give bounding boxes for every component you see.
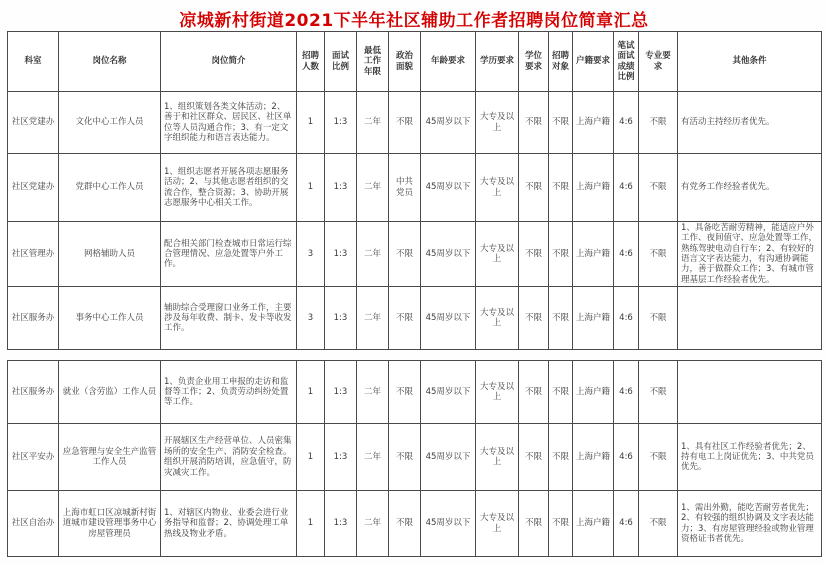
- table-cell: 1、组织志愿者开展各项志愿服务活动；2、与其他志愿者组织的交流合作，整合资源；3、协助开展志愿服务中心相关工作。: [161, 154, 297, 222]
- table-cell: 1、具有社区工作经验者优先；2、持有电工上岗证优先；3、中共党员优先。: [678, 424, 822, 491]
- table-cell: 二年: [357, 154, 389, 222]
- table-cell: 不限: [639, 222, 678, 287]
- col-header-position-name: 岗位名称: [59, 32, 161, 92]
- table-cell: 不限: [549, 154, 573, 222]
- table-cell: 中共党员: [389, 154, 421, 222]
- table-cell: 二年: [357, 361, 389, 424]
- table-cell: [678, 361, 822, 424]
- table-cell: 上海户籍: [573, 92, 614, 154]
- col-header-min-work-years: 最低工作年限: [357, 32, 389, 92]
- col-header-score-ratio: 笔试面试成绩比例: [614, 32, 639, 92]
- table-cell: 1:3: [325, 222, 357, 287]
- table-cell: 4:6: [614, 491, 639, 557]
- table-cell: 大专及以上: [476, 222, 519, 287]
- table-cell: 党群中心工作人员: [59, 154, 161, 222]
- table-cell: 大专及以上: [476, 424, 519, 491]
- table-header-row: [8, 32, 822, 92]
- table-cell: 不限: [549, 92, 573, 154]
- table-cell: 不限: [389, 491, 421, 557]
- table-cell: 上海户籍: [573, 361, 614, 424]
- table-cell: 有活动主持经历者优先。: [678, 92, 822, 154]
- table-cell: 4:6: [614, 287, 639, 350]
- table-cell: 不限: [549, 491, 573, 557]
- table-cell: 不限: [389, 287, 421, 350]
- table-cell: 社区自治办: [8, 491, 59, 557]
- table-cell: 二年: [357, 287, 389, 350]
- page-title: 凉城新村街道2021下半年社区辅助工作者招聘岗位简章汇总: [179, 11, 649, 31]
- table-cell: 4:6: [614, 92, 639, 154]
- table-cell: 有党务工作经验者优先。: [678, 154, 822, 222]
- table-cell: 二年: [357, 92, 389, 154]
- col-header-department: 科室: [8, 32, 59, 92]
- table-cell: 不限: [549, 222, 573, 287]
- col-header-recruit-target: 招聘对象: [549, 32, 573, 92]
- table-cell: 不限: [549, 361, 573, 424]
- table-cell: 1: [297, 424, 325, 491]
- table-cell: 不限: [519, 424, 549, 491]
- table-cell: 3: [297, 222, 325, 287]
- table-cell: 1: [297, 361, 325, 424]
- table-cell: 3: [297, 287, 325, 350]
- col-header-political-status: 政治面貌: [389, 32, 421, 92]
- table-cell: 大专及以上: [476, 361, 519, 424]
- table-cell: 不限: [519, 222, 549, 287]
- table-cell: 不限: [519, 287, 549, 350]
- col-header-job-description: 岗位简介: [161, 32, 297, 92]
- table-row: [8, 222, 822, 287]
- table-cell: 配合相关部门检查城市日常运行综合管理情况、应急处置等户外工作。: [161, 222, 297, 287]
- table-cell: 社区管理办: [8, 222, 59, 287]
- table-cell: 1、对辖区内物业、业委会进行业务指导和监督；2、协调处理工单热线及物业矛盾。: [161, 491, 297, 557]
- table-cell: 45周岁以下: [421, 361, 476, 424]
- col-header-age-requirement: 年龄要求: [421, 32, 476, 92]
- table-cell: 大专及以上: [476, 287, 519, 350]
- table-cell: 二年: [357, 222, 389, 287]
- col-header-interview-ratio: 面试比例: [325, 32, 357, 92]
- table-cell: 社区平安办: [8, 424, 59, 491]
- table-cell: 45周岁以下: [421, 222, 476, 287]
- table-cell: 大专及以上: [476, 154, 519, 222]
- table-cell: 4:6: [614, 222, 639, 287]
- table-row: [8, 424, 822, 491]
- table-cell: 不限: [639, 361, 678, 424]
- table-cell: 上海户籍: [573, 424, 614, 491]
- table-cell: 不限: [639, 154, 678, 222]
- table-cell: 4:6: [614, 361, 639, 424]
- table-cell: 应急管理与安全生产监管工作人员: [59, 424, 161, 491]
- table-cell: 1:3: [325, 491, 357, 557]
- recruitment-table-top: [7, 31, 822, 350]
- table-row: [8, 491, 822, 557]
- table-cell: 1: [297, 491, 325, 557]
- table-cell: 社区党建办: [8, 154, 59, 222]
- table-cell: 4:6: [614, 154, 639, 222]
- table-cell: 不限: [389, 222, 421, 287]
- table-cell: 1、组织策划各类文体活动；2、善于和社区群众、居民区、社区单位等人员沟通合作；3、有一定文字组织能力和语言表达能力。: [161, 92, 297, 154]
- table-cell: 45周岁以下: [421, 424, 476, 491]
- table-cell: 1: [297, 92, 325, 154]
- table-cell: 社区服务办: [8, 287, 59, 350]
- table-cell: 45周岁以下: [421, 287, 476, 350]
- table-cell: 上海户籍: [573, 491, 614, 557]
- col-header-other-conditions: 其他条件: [678, 32, 822, 92]
- col-header-major-requirement: 专业要求: [639, 32, 678, 92]
- table-cell: 1:3: [325, 92, 357, 154]
- table-row: [8, 361, 822, 424]
- col-header-education-requirement: 学历要求: [476, 32, 519, 92]
- table-cell: 辅助综合受理窗口业务工作，主要涉及每年收费、制卡、发卡等收发工作。: [161, 287, 297, 350]
- table-cell: 社区服务办: [8, 361, 59, 424]
- table-cell: 不限: [639, 287, 678, 350]
- table-cell: 二年: [357, 424, 389, 491]
- table-cell: 1:3: [325, 424, 357, 491]
- table-cell: 1: [297, 154, 325, 222]
- table-cell: 4:6: [614, 424, 639, 491]
- table-cell: 不限: [519, 361, 549, 424]
- table-cell: 1:3: [325, 361, 357, 424]
- table-cell: 不限: [639, 92, 678, 154]
- table-cell: 大专及以上: [476, 491, 519, 557]
- table-cell: 不限: [549, 287, 573, 350]
- recruitment-table-bottom: [7, 360, 822, 557]
- table-cell: 不限: [519, 154, 549, 222]
- table-cell: 1、需出外勤，能吃苦耐劳者优先；2、有较强的组织协调及文字表达能力；3、有房屋管理经验或物业管理资格证书者优先。: [678, 491, 822, 557]
- table-cell: 上海户籍: [573, 287, 614, 350]
- table-cell: 不限: [639, 424, 678, 491]
- table-cell: 网格辅助人员: [59, 222, 161, 287]
- table-row: [8, 154, 822, 222]
- table-cell: 不限: [639, 491, 678, 557]
- table-cell: 不限: [549, 424, 573, 491]
- table-cell: 上海户籍: [573, 222, 614, 287]
- table-cell: 45周岁以下: [421, 92, 476, 154]
- table-row: [8, 92, 822, 154]
- table-cell: 大专及以上: [476, 92, 519, 154]
- table-cell: [678, 287, 822, 350]
- table-row: [8, 287, 822, 350]
- table-cell: 1、具备吃苦耐劳精神，能适应户外工作、夜间值守、应急处置等工作，熟练驾驶电动自行车；2、有较好的语言文字表达能力，有沟通协调能力，善于做群众工作；3、有城市管理基层工作经验者优先。: [678, 222, 822, 287]
- table-cell: 45周岁以下: [421, 154, 476, 222]
- table-cell: 不限: [519, 491, 549, 557]
- table-cell: 事务中心工作人员: [59, 287, 161, 350]
- table-cell: 不限: [389, 424, 421, 491]
- table-cell: 1:3: [325, 287, 357, 350]
- table-cell: 1:3: [325, 154, 357, 222]
- table-cell: 开展辖区生产经营单位、人员密集场所的安全生产、消防安全检查。组织开展消防培训，应急值守，防灾减灾工作。: [161, 424, 297, 491]
- table-cell: 不限: [519, 92, 549, 154]
- table-cell: 上海户籍: [573, 154, 614, 222]
- table-cell: 社区党建办: [8, 92, 59, 154]
- table-cell: 文化中心工作人员: [59, 92, 161, 154]
- table-cell: 45周岁以下: [421, 491, 476, 557]
- table-cell: 上海市虹口区凉城新村街道城市建设管理事务中心房屋管理员: [59, 491, 161, 557]
- col-header-degree-requirement: 学位要求: [519, 32, 549, 92]
- table-cell: 就业（含劳监）工作人员: [59, 361, 161, 424]
- table-cell: 不限: [389, 361, 421, 424]
- table-cell: 二年: [357, 491, 389, 557]
- table-cell: 不限: [389, 92, 421, 154]
- table-cell: 1、负责企业用工申报的走访和监督等工作；2、负责劳动纠纷处置等工作。: [161, 361, 297, 424]
- col-header-headcount: 招聘人数: [297, 32, 325, 92]
- col-header-household-registration: 户籍要求: [573, 32, 614, 92]
